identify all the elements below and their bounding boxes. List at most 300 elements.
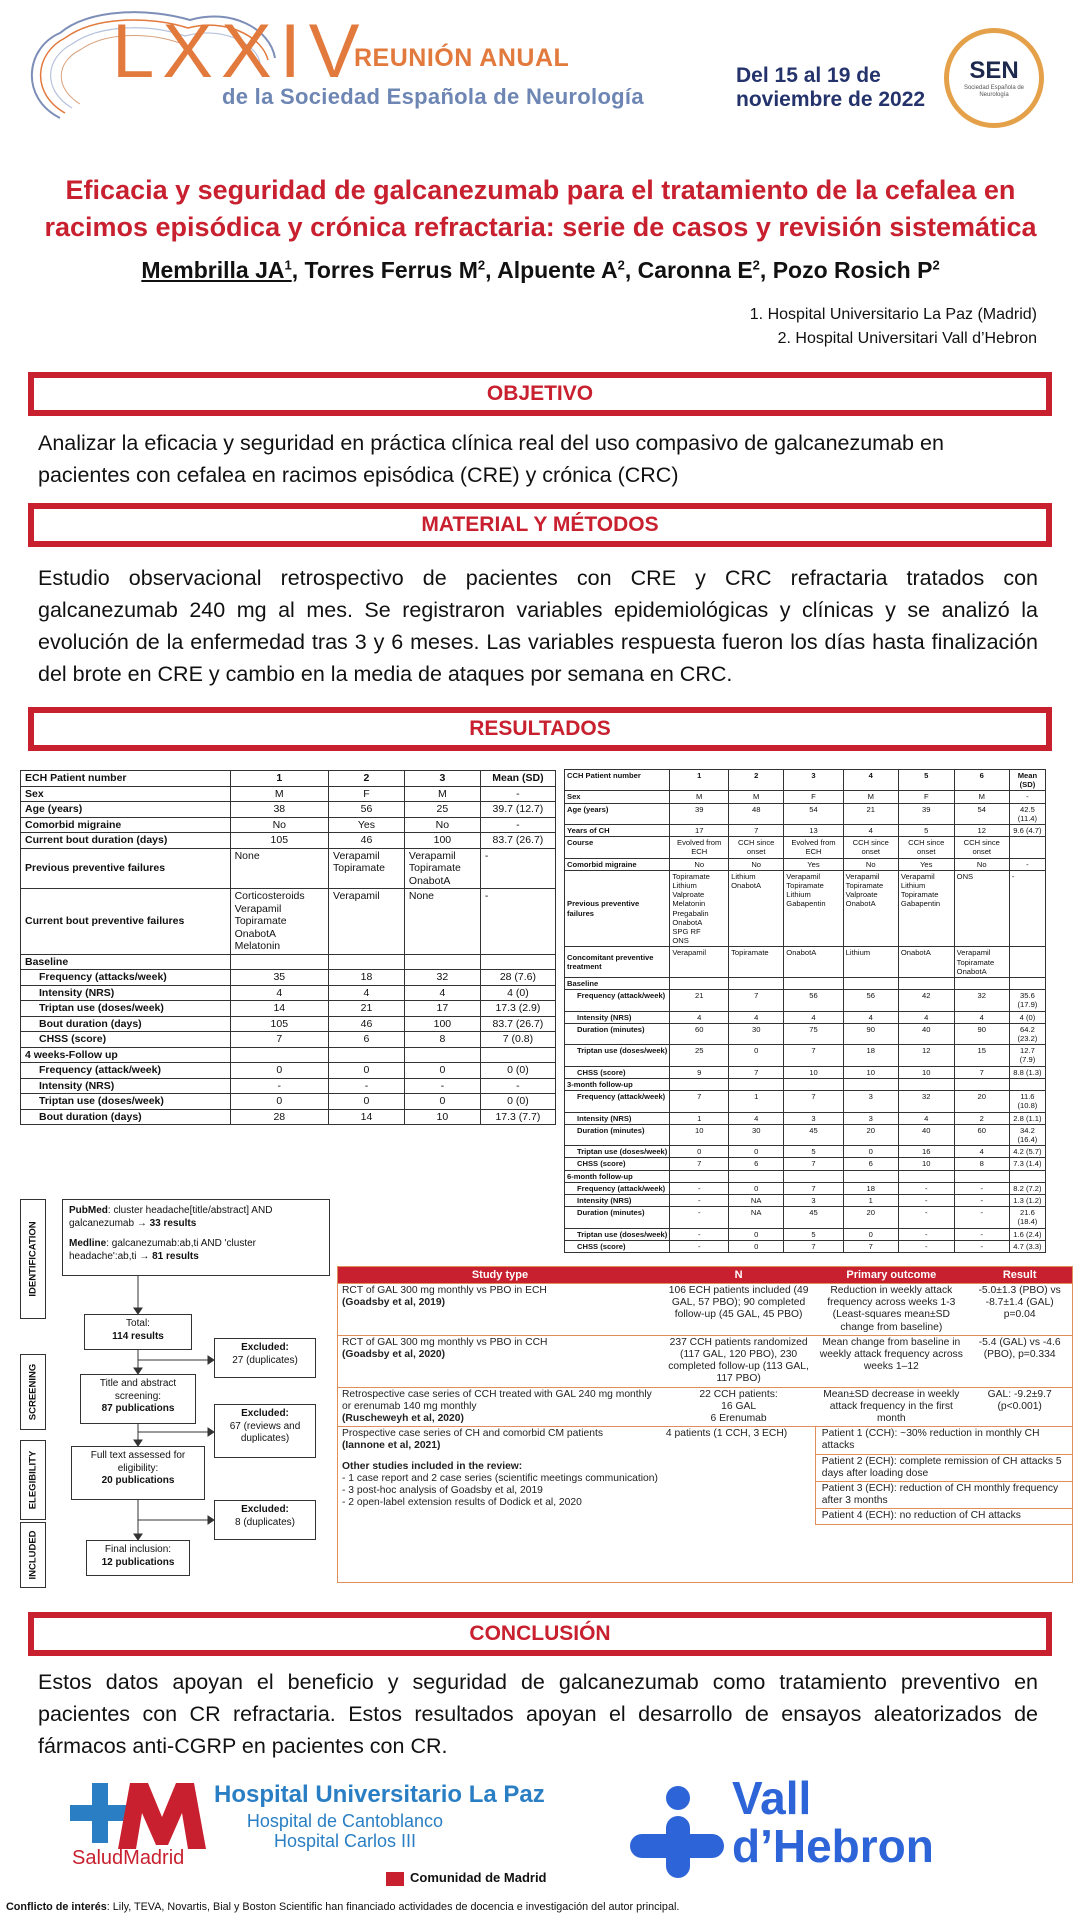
table-cell: 0 (843, 1228, 898, 1240)
excluded-box-3: Excluded: 8 (duplicates) (214, 1500, 316, 1540)
dates-line-2: noviembre de 2022 (736, 88, 926, 111)
table-row (565, 1091, 1046, 1112)
table-cell: 4 (230, 985, 328, 1001)
row-label: Intensity (NRS) (565, 1011, 670, 1023)
table-cell: 64.2 (23.2) (1009, 1023, 1045, 1044)
table-cell: - (670, 1207, 729, 1228)
spacer-cell (815, 1524, 1072, 1582)
table-cell: 39 (898, 803, 954, 824)
table-cell: 4 (0) (1009, 1011, 1045, 1023)
table-cell: - (480, 817, 555, 833)
row-label: Course (565, 837, 670, 858)
table-cell: 100 (404, 1016, 480, 1032)
table-cell: 0 (729, 1240, 784, 1252)
conclusion-header: CONCLUSIÓN (28, 1612, 1052, 1656)
table-cell: Verapamil Topiramate OnabotA (954, 947, 1009, 978)
table-cell: 7 (784, 1158, 843, 1170)
table-cell (670, 1078, 729, 1090)
table-cell: M (954, 791, 1009, 803)
table-cell: - (329, 1078, 405, 1094)
study-row (338, 1427, 1073, 1454)
table-header-row (338, 1267, 1073, 1284)
table-cell: 3 (843, 1091, 898, 1112)
row-label: Frequency (attacks/week) (21, 970, 231, 986)
author: Caronna $E^2$ (637, 257, 760, 283)
table-row (565, 1228, 1046, 1240)
table-cell: 0 (404, 1094, 480, 1110)
table-cell: 8.2 (7.2) (1009, 1182, 1045, 1194)
row-label: Bout duration (days) (21, 1109, 231, 1125)
coi-text: : Lily, TEVA, Novartis, Bial y Boston Scientific han financiado actividades de docencia e investigación del autor principal. (106, 1901, 680, 1913)
table-cell: - (670, 1194, 729, 1206)
table-cell: 20 (843, 1207, 898, 1228)
table-cell: 0 (729, 1182, 784, 1194)
table-cell: Evolved from ECH (670, 837, 729, 858)
table-row (565, 947, 1046, 978)
table-cell: - (954, 1228, 1009, 1240)
table-cell (729, 1078, 784, 1090)
table-cell: - (954, 1207, 1009, 1228)
table-cell: Lithium (843, 947, 898, 978)
table-cell: 7 (729, 825, 784, 837)
table-cell: 28 (7.6) (480, 970, 555, 986)
vall-hebron-cross-icon (628, 1784, 724, 1880)
row-label: CHSS (score) (565, 1240, 670, 1252)
author: Pozo Rosich $P^2$ (772, 257, 940, 283)
table-cell (1009, 947, 1045, 978)
table-cell (230, 954, 328, 970)
table-cell: 8 (954, 1158, 1009, 1170)
table-cell (404, 1047, 480, 1063)
table-cell: Verapamil Lithium Topiramate Gabapentin (898, 870, 954, 947)
study-n: 4 patients (1 CCH, 3 ECH) (662, 1427, 815, 1582)
row-label: CHSS (score) (565, 1066, 670, 1078)
table-row (565, 870, 1046, 947)
table-cell: - (954, 1182, 1009, 1194)
table-cell: 48 (729, 803, 784, 824)
row-label: Baseline (565, 978, 670, 990)
madrid-flag-icon (386, 1872, 404, 1886)
table-cell: - (954, 1240, 1009, 1252)
table-row (565, 1023, 1046, 1044)
table-cell: 4.2 (5.7) (1009, 1146, 1045, 1158)
table-cell: 40 (898, 1124, 954, 1145)
table-row (21, 786, 556, 802)
conflict-of-interest (6, 1901, 679, 1913)
table-cell (954, 1170, 1009, 1182)
table-cell: - (898, 1207, 954, 1228)
row-label: CHSS (score) (565, 1158, 670, 1170)
table-cell: - (954, 1194, 1009, 1206)
table-row (21, 1032, 556, 1048)
la-paz-sub-2: Hospital Carlos III (273, 1831, 417, 1851)
table-cell: 83.7 (26.7) (480, 833, 555, 849)
table-row (565, 978, 1046, 990)
table-cell: 4.7 (3.3) (1009, 1240, 1045, 1252)
table-cell: 7 (784, 1045, 843, 1066)
table-row (565, 1240, 1046, 1252)
table-cell: 18 (329, 970, 405, 986)
table-cell: 0 (0) (480, 1063, 555, 1079)
col-header: 6 (954, 770, 1009, 791)
table-cell (404, 954, 480, 970)
col-header: Primary outcome (815, 1267, 967, 1284)
table-row (565, 858, 1046, 870)
table-cell: 15 (954, 1045, 1009, 1066)
row-label: Concomitant preventive treatment (565, 947, 670, 978)
table-row (21, 954, 556, 970)
table-cell (1009, 978, 1045, 990)
sen-logo-subtitle: Sociedad Española de Neurología (963, 85, 1025, 98)
table-cell: 20 (954, 1091, 1009, 1112)
row-label: Age (years) (565, 803, 670, 824)
table-cell: Verapamil Topiramate OnabotA (404, 848, 480, 889)
table-cell: 39 (670, 803, 729, 824)
table-cell: 7.3 (1.4) (1009, 1158, 1045, 1170)
table-cell (1009, 1078, 1045, 1090)
row-label: Triptan use (doses/week) (565, 1146, 670, 1158)
table-cell: 28 (230, 1109, 328, 1125)
table-cell: 11.6 (10.8) (1009, 1091, 1045, 1112)
table-cell: - (480, 1078, 555, 1094)
patient-outcome: Patient 4 (ECH): no reduction of CH attacks (815, 1509, 1072, 1524)
excluded-box-2: Excluded: 67 (reviews and duplicates) (214, 1404, 316, 1458)
table-cell: CCH since onset (954, 837, 1009, 858)
table-cell: CCH since onset (843, 837, 898, 858)
table-cell: 16 (898, 1146, 954, 1158)
comunidad-madrid-logo (386, 1870, 547, 1886)
ech-patients-table (20, 770, 556, 1125)
other-study-item: - 1 case report and 2 case series (scientific meetings communication) (342, 1472, 658, 1484)
table-cell: 0 (729, 1146, 784, 1158)
table-cell: 1.3 (1.2) (1009, 1194, 1045, 1206)
sen-logo-abbr: SEN (969, 57, 1019, 84)
table-cell: 4 (0) (480, 985, 555, 1001)
table-row (565, 791, 1046, 803)
row-label: Comorbid migraine (565, 858, 670, 870)
row-label: Duration (minutes) (565, 1124, 670, 1145)
table-cell: OnabotA (898, 947, 954, 978)
table-cell: 7 (0.8) (480, 1032, 555, 1048)
table-cell: 7 (230, 1032, 328, 1048)
table-cell: 0 (0) (480, 1094, 555, 1110)
table-cell: 90 (954, 1023, 1009, 1044)
row-header-title: ECH Patient number (21, 771, 231, 787)
row-label: Sex (565, 791, 670, 803)
table-cell: 3 (784, 1194, 843, 1206)
other-studies (342, 1461, 658, 1510)
table-cell: 3 (784, 1112, 843, 1124)
table-cell: NA (729, 1207, 784, 1228)
study-type: Retrospective case series of CCH treated with GAL 240 mg monthly or erenumab 140 mg monthly (Ruscheweyh et al, 2020) (338, 1387, 662, 1427)
table-cell: 56 (329, 802, 405, 818)
table-cell: 0 (230, 1094, 328, 1110)
table-cell: 0 (729, 1228, 784, 1240)
table-cell: - (670, 1182, 729, 1194)
table-row (21, 1109, 556, 1125)
row-label: Duration (minutes) (565, 1207, 670, 1228)
objetivo-text: Analizar la eficacia y seguridad en práctica clínica real del uso compasivo de galcanezumab en pacientes con cefalea en racimos episódica (CRE) y crónica (CRC) (38, 431, 944, 487)
author-list: Membrilla $JA^1$, Torres Ferrus $M^2$, Alpuente $A^2$, Caronna $E^2$, Pozo Rosich $P^2$ (141, 257, 940, 283)
table-cell: 32 (404, 970, 480, 986)
poster-title: Eficacia y seguridad de galcanezumab para el tratamiento de la cefalea en racimos episódica y crónica refractaria: serie de casos y revisión sistemática (44, 175, 1037, 242)
table-cell: M (230, 786, 328, 802)
row-label: Current bout preventive failures (21, 889, 231, 955)
coi-label: Conflicto de interés (6, 1901, 107, 1913)
table-row (565, 837, 1046, 858)
table-cell: CCH since onset (729, 837, 784, 858)
affiliation-sup: 1 (284, 257, 292, 273)
table-cell: - (1009, 791, 1045, 803)
table-cell: 60 (670, 1023, 729, 1044)
table-cell: 17.3 (2.9) (480, 1001, 555, 1017)
affiliation-1: 1. Hospital Universitario La Paz (Madrid) (749, 306, 1037, 323)
table-cell: 0 (329, 1094, 405, 1110)
table-cell: No (843, 858, 898, 870)
table-cell: CCH since onset (898, 837, 954, 858)
col-header: 1 (230, 771, 328, 787)
table-cell: 7 (729, 1066, 784, 1078)
table-cell (843, 1170, 898, 1182)
row-label: Duration (minutes) (565, 1023, 670, 1044)
table-cell: Yes (329, 817, 405, 833)
table-cell: 5 (784, 1146, 843, 1158)
study-reference: (Ruscheweyh et al, 2020) (342, 1413, 464, 1425)
other-study-item: - 2 open-label extension results of Dodick et al, 2020 (342, 1497, 582, 1509)
table-cell (898, 1078, 954, 1090)
table-cell: 0 (230, 1063, 328, 1079)
table-cell (784, 978, 843, 990)
row-label: Previous preventive failures (21, 848, 231, 889)
table-cell: 1 (670, 1112, 729, 1124)
study-type: RCT of GAL 300 mg monthly vs PBO in ECH (Goadsby et al, 2019) (338, 1284, 662, 1336)
row-label: CHSS (score) (21, 1032, 231, 1048)
col-header: Result (967, 1267, 1072, 1284)
table-cell: 54 (954, 803, 1009, 824)
table-cell: 17 (670, 825, 729, 837)
table-row (21, 817, 556, 833)
study-reference: (Goadsby et al, 2020) (342, 1349, 446, 1361)
table-cell: 4 (329, 985, 405, 1001)
col-header: 3 (784, 770, 843, 791)
table-cell: 10 (843, 1066, 898, 1078)
table-cell: None (230, 848, 328, 889)
study-type: RCT of GAL 300 mg monthly vs PBO in CCH (Goadsby et al, 2020) (338, 1335, 662, 1387)
affiliation-2: 2. Hospital Universitari Vall d’Hebron (777, 330, 1037, 347)
table-cell: 1 (729, 1091, 784, 1112)
col-header: 4 (843, 770, 898, 791)
table-cell: No (670, 858, 729, 870)
table-cell: 4 (898, 1011, 954, 1023)
table-cell: 4 (729, 1112, 784, 1124)
table-row (565, 1011, 1046, 1023)
table-cell: 38 (230, 802, 328, 818)
col-header: Mean (SD) (1009, 770, 1045, 791)
study-n: 22 CCH patients: 16 GAL 6 Erenumab (662, 1387, 815, 1427)
table-cell: 30 (729, 1023, 784, 1044)
study-n: 237 CCH patients randomized (117 GAL, 120 PBO), 230 completed follow-up (113 GAL, 117 PBO) (662, 1335, 815, 1387)
society-name: de la Sociedad Española de Neurología (222, 84, 644, 109)
table-row (565, 1066, 1046, 1078)
table-cell: - (404, 1078, 480, 1094)
table-cell: 12 (954, 825, 1009, 837)
patient-outcome: Patient 2 (ECH): complete remission of CH attacks 5 days after loading dose (815, 1454, 1072, 1481)
table-cell (898, 978, 954, 990)
table-row (21, 1078, 556, 1094)
table-cell: 4 (404, 985, 480, 1001)
table-row (21, 848, 556, 889)
patient-outcome: Patient 1 (CCH): ~30% reduction in monthly CH attacks (815, 1427, 1072, 1454)
col-header: Mean (SD) (480, 771, 555, 787)
table-cell: Verapamil Topiramate Lithium Gabapentin (784, 870, 843, 947)
table-cell: 21 (329, 1001, 405, 1017)
table-cell (784, 1170, 843, 1182)
row-header-title: CCH Patient number (565, 770, 670, 791)
salud-madrid: SaludMadrid (72, 1847, 185, 1869)
identification-box (62, 1199, 330, 1276)
row-label: Frequency (attack/week) (565, 990, 670, 1011)
table-cell: 8.8 (1.3) (1009, 1066, 1045, 1078)
table-cell: 105 (230, 833, 328, 849)
table-cell: 25 (670, 1045, 729, 1066)
table-cell: F (329, 786, 405, 802)
row-label: Previous preventive failures (565, 870, 670, 947)
table-cell: 46 (329, 833, 405, 849)
table-cell: 17 (404, 1001, 480, 1017)
table-cell (230, 1047, 328, 1063)
stage-identification: IDENTIFICATION (20, 1199, 46, 1319)
table-cell: 10 (898, 1066, 954, 1078)
stage-eligibility: ELEGIBILITY (20, 1440, 46, 1520)
table-cell: Lithium OnabotA (729, 870, 784, 947)
table-cell: 56 (784, 990, 843, 1011)
table-cell: 4 (954, 1011, 1009, 1023)
row-label: Years of CH (565, 825, 670, 837)
final-box: Final inclusion: 12 publications (86, 1540, 190, 1576)
row-label: Baseline (21, 954, 231, 970)
table-row (565, 1207, 1046, 1228)
row-label: Frequency (attack/week) (565, 1182, 670, 1194)
table-cell: 4 (954, 1146, 1009, 1158)
table-cell: - (670, 1228, 729, 1240)
table-cell: - (480, 848, 555, 889)
table-cell: 75 (784, 1023, 843, 1044)
table-cell: 10 (898, 1158, 954, 1170)
row-label: 6-month follow-up (565, 1170, 670, 1182)
cch-patients-table (564, 769, 1046, 1253)
table-row (21, 1016, 556, 1032)
table-row (21, 1063, 556, 1079)
la-paz-logo (70, 1779, 550, 1875)
table-cell: 4 (843, 1011, 898, 1023)
table-cell: 21 (843, 803, 898, 824)
table-cell: 14 (329, 1109, 405, 1125)
col-header: 2 (329, 771, 405, 787)
table-cell (954, 1078, 1009, 1090)
col-header: Study type (338, 1267, 662, 1284)
table-header-row (21, 771, 556, 787)
studies-table (337, 1266, 1073, 1583)
metodos-header: MATERIAL Y MÉTODOS (28, 503, 1052, 547)
row-label: Triptan use (doses/week) (21, 1001, 231, 1017)
table-cell: 105 (230, 1016, 328, 1032)
table-cell (843, 978, 898, 990)
edition-number: LXXIV (112, 9, 368, 94)
table-row (565, 1194, 1046, 1206)
table-cell: Verapamil Topiramate (329, 848, 405, 889)
study-reference: (Iannone et al, 2021) (342, 1440, 441, 1452)
fulltext-box: Full text assessed for eligibility: 20 publications (71, 1446, 205, 1500)
study-outcome: Reduction in weekly attack frequency across weeks 1-3 (Least-squares mean±SD change from baseline) (815, 1284, 967, 1336)
table-cell: 4 (898, 1112, 954, 1124)
table-cell: Topiramate (729, 947, 784, 978)
first-author-name: Membrilla JA (141, 257, 285, 283)
row-label: Triptan use (doses/week) (565, 1045, 670, 1066)
table-header-row (565, 770, 1046, 791)
table-cell: M (843, 791, 898, 803)
table-cell: 7 (670, 1091, 729, 1112)
table-cell: Verapamil (670, 947, 729, 978)
table-row (21, 1094, 556, 1110)
objetivo-header: OBJETIVO (28, 372, 1052, 416)
study-row (338, 1335, 1073, 1387)
table-cell (480, 954, 555, 970)
table-cell: M (404, 786, 480, 802)
table-cell: - (1009, 870, 1045, 947)
table-cell: 35 (230, 970, 328, 986)
table-cell: 20 (843, 1124, 898, 1145)
vall-hebron-logo (628, 1772, 988, 1876)
table-cell: 12.7 (7.9) (1009, 1045, 1045, 1066)
row-label: Intensity (NRS) (565, 1194, 670, 1206)
table-cell: 39.7 (12.7) (480, 802, 555, 818)
total-box: Total: 114 results (84, 1314, 192, 1350)
table-cell: 35.6 (17.9) (1009, 990, 1045, 1011)
table-cell: - (898, 1194, 954, 1206)
col-header: 3 (404, 771, 480, 787)
table-cell: 4 (784, 1011, 843, 1023)
table-cell: Corticosteroids Verapamil Topiramate OnabotA Melatonin (230, 889, 328, 955)
table-cell: 45 (784, 1124, 843, 1145)
la-paz-sub-1: Hospital de Cantoblanco (246, 1811, 444, 1831)
table-cell: 100 (404, 833, 480, 849)
row-label: Triptan use (doses/week) (565, 1228, 670, 1240)
metodos-text: Estudio observacional retrospectivo de pacientes con CRE y CRC refractaria tratados con galcanezumab 240 mg al mes. Se registraron variables epidemiológicas y clínicas y se analizó la evolución de la enfermedad tras 3 y 6 meses. Las variables respuesta fueron los días hasta finalización del brote en CRE y cambio en la media de ataques por semana en CRC. (38, 566, 1038, 686)
table-row (565, 825, 1046, 837)
conclusion-text: Estos datos apoyan el beneficio y seguridad de galcanezumab como tratamiento preventivo en pacientes con CR refractaria. Estos resultados apoyan el desarrollo de ensayos aleatorizados de fármacos anti-CGRP en pacientes con CR. (38, 1670, 1038, 1758)
table-cell: 3 (843, 1112, 898, 1124)
table-cell (329, 954, 405, 970)
stage-included: INCLUDED (20, 1522, 46, 1588)
table-cell: 0 (404, 1063, 480, 1079)
table-cell: 7 (784, 1240, 843, 1252)
table-cell: NA (729, 1194, 784, 1206)
table-cell: - (230, 1078, 328, 1094)
table-cell: 34.2 (16.4) (1009, 1124, 1045, 1145)
table-cell: - (480, 786, 555, 802)
table-row (565, 1045, 1046, 1066)
table-row (21, 889, 556, 955)
table-cell: 21.6 (18.4) (1009, 1207, 1045, 1228)
row-label: Intensity (NRS) (21, 1078, 231, 1094)
table-cell: 25 (404, 802, 480, 818)
table-row (21, 1001, 556, 1017)
row-label: Sex (21, 786, 231, 802)
study-outcome: Mean change from baseline in weekly attack frequency across weeks 1–12 (815, 1335, 967, 1387)
table-cell: 46 (329, 1016, 405, 1032)
table-cell (1009, 837, 1045, 858)
screening-box: Title and abstract screening: 87 publications (80, 1374, 196, 1424)
